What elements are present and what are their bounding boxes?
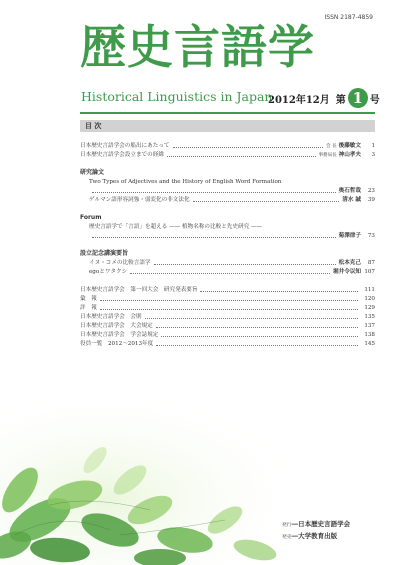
leader-dots (100, 309, 358, 310)
issn: ISSN 2187-4859 (324, 14, 373, 21)
entry-page: 107 (364, 269, 375, 275)
entry-page: 23 (367, 188, 375, 194)
entry-page: 137 (364, 323, 375, 329)
publisher-info (282, 519, 350, 543)
leader-dots (200, 291, 358, 292)
table-of-contents (80, 120, 375, 349)
entry-title: イヌ・コメの比較言語学 (89, 260, 151, 266)
entry-title: 日本歴史言語学会設立までの経緯 (80, 152, 164, 158)
issue-number-badge: 1 (348, 88, 368, 108)
leader-dots (156, 327, 358, 328)
leader-dots (154, 264, 336, 265)
issue-suffix: 号 (369, 94, 380, 106)
seller-line: 発売―大学教育出版 (282, 532, 338, 540)
entry-page: 39 (367, 197, 375, 203)
issuer-name: 日本歴史言語学会 (298, 520, 351, 528)
entry-page: 1 (371, 143, 375, 149)
entry-page: 145 (364, 341, 375, 347)
entry-author: 菊澤律子 (338, 233, 361, 239)
issue-prefix: 第 (335, 94, 346, 106)
entry-title: 役員一覧 2012～2013年度 (80, 341, 154, 347)
entry-title: 日本歴史言語学会の船出にあたって (80, 143, 170, 149)
entry-page: 129 (364, 305, 375, 311)
section-heading: Forum (80, 214, 102, 221)
entry-author: 神山孝夫 (338, 152, 361, 158)
entry-author: 後藤敏文 (338, 143, 361, 149)
leader-dots (145, 318, 358, 319)
entry-author: 奥石哲哉 (338, 188, 361, 194)
toc-entry[interactable] (80, 322, 375, 331)
entry-author: 清水 誠 (342, 197, 361, 203)
entry-title: 彙 報 (80, 296, 97, 302)
entry-role: 事務局長 (318, 153, 337, 158)
entry-title: 評 報 (80, 305, 97, 311)
toc-entry[interactable] (80, 286, 375, 295)
entry-author: 堀井令以知 (333, 269, 361, 275)
toc-entry-title-line[interactable] (80, 178, 375, 187)
seller-name: 大学教育出版 (298, 532, 338, 540)
issue-date: 2012年12月 (268, 94, 330, 106)
entry-title: 日本歴史言語学会 学会誌規定 (80, 332, 159, 338)
issue-info (268, 88, 380, 108)
issuer-label: 発行 (282, 523, 292, 528)
toc-entry[interactable] (80, 151, 375, 160)
toc-entry[interactable] (80, 304, 375, 313)
leader-dots (167, 156, 316, 157)
leader-dots (156, 345, 358, 346)
seller-label: 発売 (282, 535, 292, 540)
leaf-illustration (0, 400, 300, 565)
leader-dots (100, 300, 358, 301)
toc-entry[interactable] (80, 331, 375, 340)
leader-dots (173, 147, 324, 148)
entry-title: ゲルマン語形容詞強・弱変化の非文法化 (89, 197, 190, 203)
toc-entry[interactable] (80, 196, 375, 205)
entry-page: 138 (364, 332, 375, 338)
leader-dots (92, 192, 336, 193)
journal-title: 歴史言語学 (80, 20, 315, 74)
leader-dots (130, 273, 330, 274)
entry-author: 松本克己 (338, 260, 361, 266)
title-divider (80, 112, 375, 114)
entry-page: 87 (367, 260, 375, 266)
entry-role: 会 長 (326, 144, 337, 149)
entry-title: 日本歴史言語学会 第一回大会 研究発表要旨 (80, 287, 198, 293)
section-heading: 研究論文 (80, 169, 105, 176)
entry-page: 120 (364, 296, 375, 302)
entry-page: 135 (364, 314, 375, 320)
toc-entry-title-line[interactable] (80, 223, 375, 232)
entry-page: 73 (367, 233, 375, 239)
entry-title: 日本歴史言語学会 大会規定 (80, 323, 153, 329)
entry-page: 111 (364, 287, 375, 293)
toc-entry[interactable] (80, 313, 375, 322)
leader-dots (161, 336, 358, 337)
section-heading: 設立記念講演要旨 (80, 250, 129, 257)
toc-entry[interactable] (80, 268, 375, 277)
leader-dots (193, 201, 340, 202)
toc-entry[interactable] (80, 232, 375, 241)
entry-title: egoとワタクシ (89, 269, 128, 275)
toc-entry[interactable] (80, 295, 375, 304)
toc-entry[interactable] (80, 340, 375, 349)
journal-title-english: Historical Linguistics in Japan (81, 89, 273, 104)
entry-title: 日本歴史言語学会 会則 (80, 314, 142, 320)
entry-page: 3 (371, 152, 375, 158)
toc-entry[interactable] (80, 142, 375, 151)
toc-entry[interactable] (80, 259, 375, 268)
issuer-line: 発行―日本歴史言語学会 (282, 520, 351, 528)
toc-heading: 目 次 (80, 120, 375, 132)
leader-dots (92, 237, 336, 238)
entry-title: Two Types of Adjectives and the History of English Word Formation (89, 179, 282, 185)
entry-title: 歴史言語学で「言語」を超える —— 植物名称の比較と先史研究 —— (89, 224, 263, 230)
toc-entry[interactable] (80, 187, 375, 196)
